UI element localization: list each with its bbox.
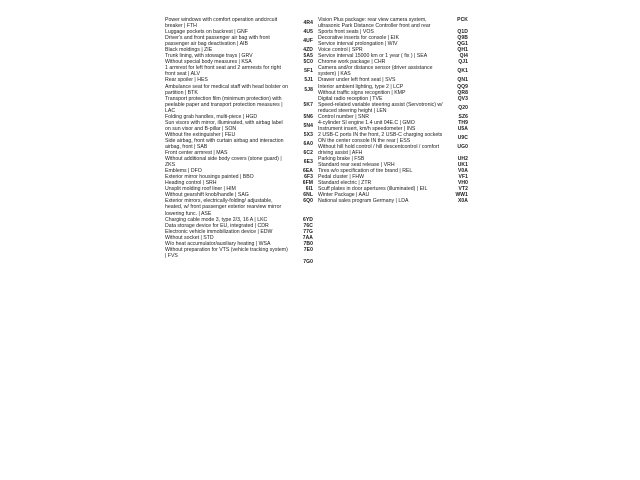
- option-code: QJ1: [458, 59, 468, 66]
- option-description: Service interval 15000 km or 1 year ( fix ) | SEA: [318, 53, 428, 60]
- option-description: Data storage device for EU, integrated | CDR: [165, 222, 269, 229]
- option-description: Black moldings | ZIE: [165, 47, 213, 54]
- option-code: UK1: [457, 162, 468, 169]
- option-code: Q9B: [457, 35, 468, 42]
- option-description: Voice control | SPR: [318, 47, 363, 54]
- option-code: QK1: [457, 68, 468, 75]
- option-code: 6Q0: [303, 198, 313, 205]
- option-description: Speed-related variable steering assist (Servotronic) w/ reduced steering height | LEN: [318, 101, 443, 114]
- option-description: Transport protection film (minimum protection) with peelable paper and transport protection measures | LAC: [165, 95, 283, 114]
- option-code: 5F1: [304, 68, 313, 75]
- option-description: Without additional side body covers (stone guard) | ZKS: [165, 156, 282, 169]
- option-code: VT2: [458, 186, 468, 193]
- option-description: Instrument insert, km/h speedometer | INS: [318, 125, 416, 132]
- option-row: [165, 120, 313, 132]
- option-code: 5N6: [303, 113, 313, 120]
- option-description: Power windows with comfort operation andcircuit breaker | FTH: [165, 17, 278, 30]
- option-row: [165, 17, 313, 29]
- option-description: Without special body measures | KSA: [165, 59, 252, 66]
- option-code: QN1: [457, 77, 468, 84]
- option-description: Decorative inserts for console | EIK: [318, 35, 399, 42]
- option-description: Without socket | STD: [165, 234, 214, 241]
- option-description: Without fire extinguisher | FEU: [165, 131, 236, 138]
- option-code: UH2: [457, 156, 468, 163]
- option-description: 2 USB-C ports IN the front, 2 USB-C charging sockets ON the center console IN the rear | ESS: [318, 131, 443, 144]
- option-description: Vision Plus package: rear view camera system, ultrasonic Park Distance Controller front and rear: [318, 17, 431, 30]
- option-description: Rear spoiler | HES: [165, 77, 208, 84]
- option-code: 76C: [303, 222, 313, 229]
- option-code: 7G0: [303, 258, 313, 265]
- option-column-right: [318, 17, 468, 204]
- option-description: W/o heat accumulator/auxiliary heating | WSA: [165, 240, 271, 247]
- option-row: [318, 17, 468, 29]
- option-description: Unsplit molding roof liner | HIM: [165, 186, 236, 193]
- option-row: [165, 35, 313, 47]
- option-description: National sales program Germany | LDA: [318, 198, 409, 205]
- option-code: VH0: [457, 180, 468, 187]
- option-code: 4R4: [303, 20, 313, 27]
- option-column-left: [165, 17, 313, 265]
- option-code: 6NL: [303, 192, 313, 199]
- option-row: [165, 65, 313, 77]
- option-code: 7B0: [303, 240, 313, 247]
- option-code: SZ6: [458, 113, 468, 120]
- option-row: [165, 138, 313, 150]
- option-code: 6F3: [304, 174, 313, 181]
- option-row: [165, 84, 313, 96]
- option-description: Winter Package | AAU: [318, 192, 370, 199]
- option-row: [318, 102, 468, 114]
- option-row: [165, 247, 313, 259]
- option-code: 6E3: [303, 159, 313, 166]
- option-description: 4-cylinder SI engine 1.4 unit 04E.C | GMO: [318, 119, 415, 126]
- option-code: X0A: [457, 198, 468, 205]
- option-description: Sun visors with mirror, illuminated, with airbag label on sun visor and B-pillar | SON: [165, 119, 283, 132]
- option-code: TH9: [458, 119, 468, 126]
- option-code: 6I1: [305, 186, 313, 193]
- option-code: 5C0: [303, 59, 313, 66]
- option-description: Exterior mirrors, electrically-folding/ adjustable, heated, w/ front passenger exterior rearview mirror lowering func. | ASE: [165, 198, 282, 217]
- option-code: 7AA: [302, 234, 313, 241]
- option-description: Control number | SNR: [318, 113, 369, 120]
- option-code: 6FM: [302, 180, 313, 187]
- option-code: 5A5: [303, 53, 313, 60]
- option-description: Electronic vehicle immobilization device | EDW: [165, 228, 273, 235]
- option-row: [318, 65, 468, 77]
- option-row: [165, 198, 313, 216]
- option-code: QG1: [457, 41, 468, 48]
- option-code: WW1: [455, 192, 468, 199]
- option-description: Front center armrest | MAS: [165, 150, 228, 157]
- option-code: 5K7: [303, 101, 313, 108]
- option-description: Interior ambient lighting, type 2 | LCP: [318, 83, 404, 90]
- option-code: 6A0: [303, 140, 313, 147]
- option-code: 4UF: [303, 38, 313, 45]
- option-row: [318, 198, 468, 204]
- option-code: 6YD: [302, 216, 313, 223]
- option-description: Folding grab handles, multi-piece | HGD: [165, 113, 258, 120]
- option-description: Pedal cluster | FHW: [318, 174, 365, 181]
- option-description: Charging cable mode 3, type 2/3, 16 A | LKC: [165, 216, 268, 223]
- option-code: QQ9: [457, 83, 468, 90]
- option-description: Without preparation for VTS (vehicle tracking system) | FVS: [165, 246, 288, 259]
- option-code: QI4: [459, 53, 468, 60]
- option-description: Side airbag, front with curtain airbag and interaction airbag, front | SAB: [165, 137, 284, 150]
- option-description: Standard rear seat release | VRH: [318, 162, 395, 169]
- option-description: Camera and/or distance sensor (driver assistance system) | KAS: [318, 65, 433, 78]
- option-description: Without traffic signs recognition | KMP: [318, 89, 406, 96]
- option-code: 5X3: [303, 131, 313, 138]
- option-code: QH1: [457, 47, 468, 54]
- option-code: QV3: [457, 95, 468, 102]
- option-code: 6EA: [302, 168, 313, 175]
- option-code: PCK: [457, 17, 468, 23]
- option-description: Tires w/o specification of tire brand | REL: [318, 168, 413, 175]
- option-description: Without hill hold control / hill descentcontrol / comfort driving assist | AFH: [318, 143, 440, 157]
- option-description: Drawer under left front seat | SVS: [318, 77, 396, 84]
- option-code: VF1: [458, 174, 468, 181]
- option-row: [165, 259, 313, 265]
- option-code: QR8: [457, 89, 468, 96]
- option-description: Chrome work package | CHR: [318, 59, 386, 66]
- option-description: Without gearshift knob/handle | SAG: [165, 192, 249, 199]
- option-description: Ambulance seat for medical staff with head bolster on partition | BTK: [165, 83, 289, 96]
- option-code: 5J8: [304, 86, 313, 93]
- option-code: 5J1: [304, 77, 313, 84]
- option-code: 5N4: [303, 122, 313, 129]
- option-description: Exterior mirror housings painted | BBO: [165, 174, 254, 181]
- option-code: 4ZD: [303, 47, 313, 54]
- option-description: Heading control | SRH: [165, 180, 217, 187]
- option-code: Q1D: [457, 29, 468, 36]
- option-code: 7E0: [303, 246, 313, 253]
- option-code: V0A: [457, 168, 468, 175]
- option-code: U5A: [457, 125, 468, 132]
- option-description: 1 armrest for left front seat and 2 armrests for right front seat | ALV: [165, 65, 281, 78]
- option-description: Scuff plates in door apertures (illuminated) | EIL: [318, 186, 428, 193]
- option-description: Trunk lining, with stowage trays | GRV: [165, 53, 253, 60]
- option-code: 77G: [303, 228, 313, 235]
- option-row: [318, 144, 468, 156]
- option-description: Standard electric | ZTR: [318, 180, 372, 187]
- option-code: 6C2: [303, 150, 313, 157]
- option-description: Driver's and front passenger air bag with front passenger air bag deactivation | AIB: [165, 35, 270, 48]
- option-row: [165, 96, 313, 114]
- option-description: Parking brake | FSB: [318, 156, 365, 163]
- option-code: Q20: [458, 104, 468, 111]
- option-description: [165, 259, 289, 265]
- option-row: [318, 132, 468, 144]
- option-code: 4U5: [303, 29, 313, 36]
- option-row: [165, 156, 313, 168]
- option-code: UG0: [457, 143, 468, 150]
- option-description: Luggage pockets on backrest | GNF: [165, 29, 248, 36]
- option-description: Emblems | DFO: [165, 168, 202, 175]
- option-description: Digital radio reception | TVE: [318, 95, 383, 102]
- option-description: Sports front seats | VOS: [318, 29, 374, 36]
- option-code: U9C: [457, 134, 468, 141]
- option-description: Service interval prolongation | WIV: [318, 41, 398, 48]
